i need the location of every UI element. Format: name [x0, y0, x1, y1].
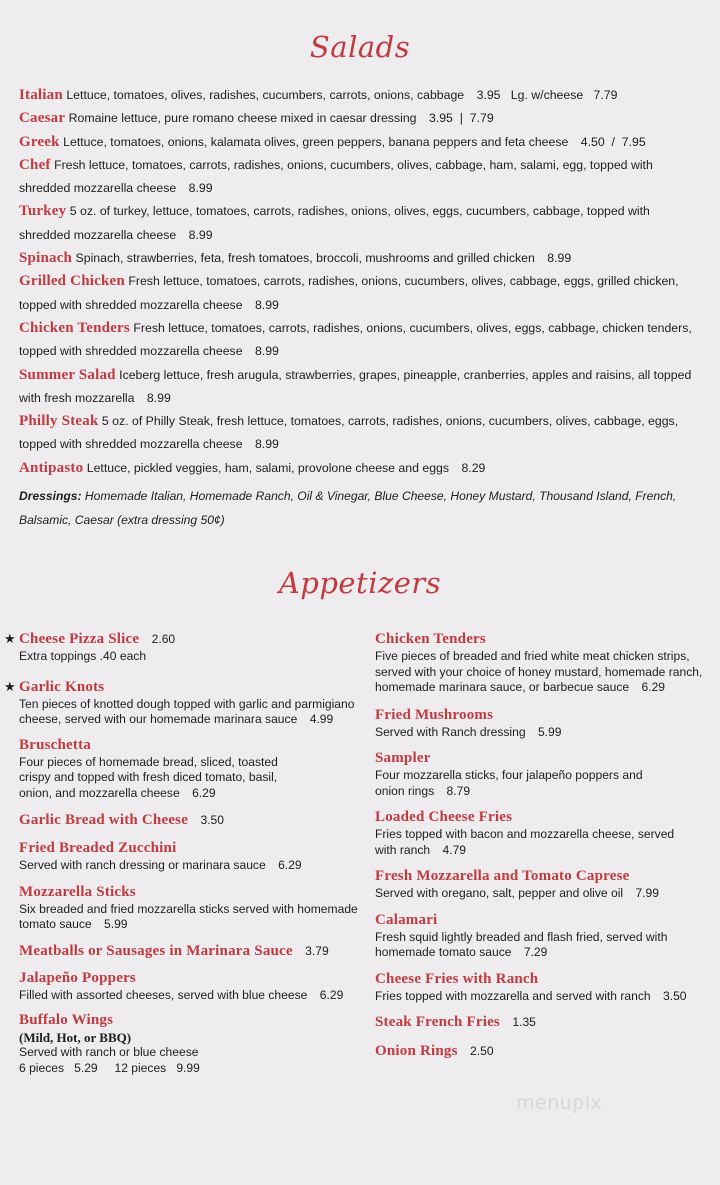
appetizer-price: 6.29 [192, 785, 216, 800]
salad-price: 8.99 [146, 390, 171, 405]
salad-price: 3.95 | 7.79 [428, 111, 494, 126]
salad-name: Chicken Tenders [19, 319, 130, 336]
appetizer-desc: Filled with assorted cheeses, served with blue cheese [19, 987, 308, 1002]
appetizer-item [375, 969, 705, 1005]
appetizer-desc: Fries topped with mozzarella and served with ranch [375, 988, 651, 1003]
salad-name: Grilled Chicken [19, 273, 125, 290]
salad-price: 4.50 / 7.95 [580, 134, 646, 149]
salad-desc: Spinach, strawberries, feta, fresh tomatoes, broccoli, mushrooms and grilled chicken [75, 251, 535, 266]
salad-item [19, 410, 699, 457]
appetizer-desc: Served with Ranch dressing [375, 724, 526, 739]
appetizer-price: 3.79 [305, 943, 329, 958]
appetizer-price: 7.29 [523, 945, 548, 959]
salad-name: Spinach [19, 250, 73, 267]
appetizers-left-column [4, 629, 364, 1076]
salad-name: Summer Salad [19, 366, 116, 383]
appetizer-item [19, 882, 364, 933]
dressings-label: Dressings: [19, 489, 82, 504]
salad-desc: Fresh lettuce, tomatoes, carrots, radishes, onions, cucumbers, olives, cabbage, eggs, grilled chicken, topped with shredded mozzarella cheese [19, 274, 679, 312]
appetizer-item [19, 735, 364, 802]
appetizer-desc: Extra toppings .40 each [19, 649, 147, 663]
appetizer-name: Mozzarella Sticks [19, 883, 136, 900]
appetizer-price: 5.99 [537, 724, 562, 739]
appetizers-title: Appetizers [278, 566, 442, 600]
appetizer-desc: Fresh squid lightly breaded and flash fried, served with homemade tomato sauce [375, 929, 668, 959]
appetizer-price: 2.50 [470, 1044, 494, 1058]
salad-price: 8.99 [547, 251, 572, 266]
appetizer-price: 1.35 [512, 1015, 536, 1029]
appetizer-name: Meatballs or Sausages in Marinara Sauce [19, 942, 293, 959]
appetizer-name: Steak French Fries [375, 1014, 500, 1030]
appetizer-name: Fresh Mozzarella and Tomato Caprese [375, 868, 630, 884]
salad-price: 8.29 [461, 460, 486, 475]
salad-price: 8.99 [188, 181, 213, 196]
appetizer-name: Fried Breaded Zucchini [19, 840, 177, 856]
appetizer-price: 3.50 [200, 813, 225, 827]
appetizer-desc: Served with oregano, salt, pepper and olive oil [375, 886, 624, 900]
salad-item [19, 457, 699, 480]
appetizer-item [375, 807, 705, 858]
salad-item [19, 131, 699, 154]
appetizer-name: Bruschetta [19, 736, 91, 753]
appetizer-item [19, 968, 364, 1004]
appetizer-name: Calamari [375, 911, 438, 928]
appetizer-item [375, 1012, 705, 1032]
appetizer-name: Sampler [375, 750, 431, 766]
appetizer-name: Chicken Tenders [375, 631, 486, 647]
salad-item [19, 270, 699, 317]
appetizer-desc: Ten pieces of knotted dough topped with garlic and parmigiano cheese, served with our homemade marinara sauce [19, 696, 355, 726]
salad-name: Italian [19, 87, 63, 103]
appetizer-desc: Served with ranch or blue cheese [19, 1045, 199, 1059]
salad-price: 8.99 [254, 297, 279, 312]
appetizer-price: 8.79 [446, 783, 471, 798]
appetizer-name: Loaded Cheese Fries [375, 809, 513, 825]
appetizer-item [4, 677, 364, 728]
salad-name: Antipasto [19, 459, 84, 476]
salad-desc: Lettuce, tomatoes, olives, radishes, cucumbers, carrots, onions, cabbage [66, 88, 465, 102]
appetizers-right-column [375, 629, 705, 1061]
salad-item [19, 364, 699, 411]
salads-list [19, 84, 699, 532]
appetizer-item [375, 705, 705, 741]
salad-desc: Romaine lettuce, pure romano cheese mixed in caesar dressing [68, 111, 417, 126]
salad-price: 8.99 [188, 227, 213, 242]
salad-name: Caesar [19, 110, 66, 127]
appetizer-price: 6.29 [641, 680, 666, 694]
salad-price: 8.99 [254, 437, 279, 452]
appetizer-options: (Mild, Hot, or BBQ) [19, 1030, 132, 1045]
appetizer-price: 4.99 [309, 712, 334, 726]
appetizer-name: Cheese Pizza Slice [19, 631, 140, 647]
appetizer-price: 2.60 [151, 632, 176, 646]
appetizer-item [375, 629, 705, 696]
salad-name: Philly Steak [19, 413, 99, 430]
dressings-note [19, 485, 699, 532]
appetizer-price: 7.99 [635, 886, 659, 900]
salad-desc: Fresh lettuce, tomatoes, carrots, radishes, onions, cucumbers, olives, cabbage, ham, salami, egg, topped with shredded mozzarella cheese [19, 157, 653, 196]
appetizer-name: Garlic Knots [19, 678, 105, 695]
salad-item [19, 154, 699, 201]
salad-desc: 5 oz. of turkey, lettuce, tomatoes, carrots, radishes, onions, olives, eggs, cucumbers, cabbage, topped with shredded mozzarella cheese [19, 204, 650, 242]
appetizer-item [375, 1041, 705, 1061]
appetizer-name: Garlic Bread with Cheese [19, 812, 189, 828]
appetizer-desc: Fries topped with bacon and mozzarella cheese, served with ranch [375, 827, 675, 857]
salad-item [19, 247, 699, 270]
salad-item [19, 84, 699, 107]
salad-desc: Lettuce, pickled veggies, ham, salami, provolone cheese and eggs [86, 460, 450, 475]
appetizer-desc: Five pieces of breaded and fried white meat chicken strips, served with your choice of honey mustard, homemade ranch, homemade marinara sauce, or barbecue sauce [375, 649, 703, 694]
salad-desc: Fresh lettuce, tomatoes, carrots, radishes, onions, cucumbers, olives, eggs, cabbage, chicken tenders, topped with shredded mozzarella cheese [19, 320, 692, 359]
appetizer-price: 6.29 [278, 858, 302, 872]
dressings-text: Homemade Italian, Homemade Ranch, Oil & Vinegar, Blue Cheese, Honey Mustard, Thousand Island, French, Balsamic, Caesar (extra dressing 50¢) [19, 489, 677, 527]
appetizer-name: Buffalo Wings [19, 1012, 114, 1028]
salad-price: 8.99 [254, 344, 279, 359]
salad-name: Turkey [19, 203, 67, 220]
appetizer-desc: Served with ranch dressing or marinara sauce [19, 858, 266, 872]
appetizer-price: 4.79 [442, 842, 467, 857]
appetizer-desc: Four mozzarella sticks, four jalapeño poppers and onion rings [375, 768, 643, 798]
watermark-logo: menupix [516, 1092, 603, 1114]
star-icon: ★ [4, 678, 16, 694]
salad-name: Greek [19, 133, 60, 150]
appetizer-name: Jalapeño Poppers [19, 969, 136, 986]
appetizer-price: 3.50 [662, 988, 687, 1003]
salad-item [19, 200, 699, 247]
appetizer-item [19, 838, 364, 874]
appetizer-item [19, 941, 364, 961]
appetizer-item [375, 748, 705, 799]
appetizer-item [19, 1010, 364, 1076]
appetizer-item [375, 866, 705, 902]
salad-item [19, 317, 699, 364]
appetizer-desc: Six breaded and fried mozzarella sticks served with homemade tomato sauce [19, 901, 358, 931]
salad-desc: Lettuce, tomatoes, onions, kalamata olives, green peppers, banana peppers and feta cheese [63, 134, 569, 149]
appetizer-name: Onion Rings [375, 1043, 458, 1059]
appetizer-name: Fried Mushrooms [375, 706, 494, 723]
appetizer-item [19, 810, 364, 830]
appetizer-price: 6.29 [319, 987, 344, 1002]
appetizer-desc: Four pieces of homemade bread, sliced, toasted crispy and topped with fresh diced tomato, basil, onion, and mozzarella cheese [19, 754, 278, 800]
appetizer-item [4, 629, 364, 665]
appetizer-price: 5.99 [103, 917, 128, 931]
appetizer-name: Cheese Fries with Ranch [375, 970, 539, 987]
star-icon: ★ [4, 631, 16, 646]
appetizer-item [375, 910, 705, 961]
salad-price: 3.95 Lg. w/cheese 7.79 [476, 88, 618, 102]
appetizer-price: 6 pieces 5.29 12 pieces 9.99 [19, 1060, 200, 1075]
salad-name: Chef [19, 156, 51, 173]
salads-title: Salads [309, 30, 411, 64]
salad-desc: 5 oz. of Philly Steak, fresh lettuce, tomatoes, carrots, radishes, onions, cucumbers, olives, cabbage, eggs, topped with shredded mozzarella cheese [19, 414, 679, 452]
salad-item [19, 107, 699, 130]
salad-desc: Iceberg lettuce, fresh arugula, strawberries, grapes, pineapple, cranberries, apples and raisins, all topped with fresh mozzarella [19, 367, 692, 405]
